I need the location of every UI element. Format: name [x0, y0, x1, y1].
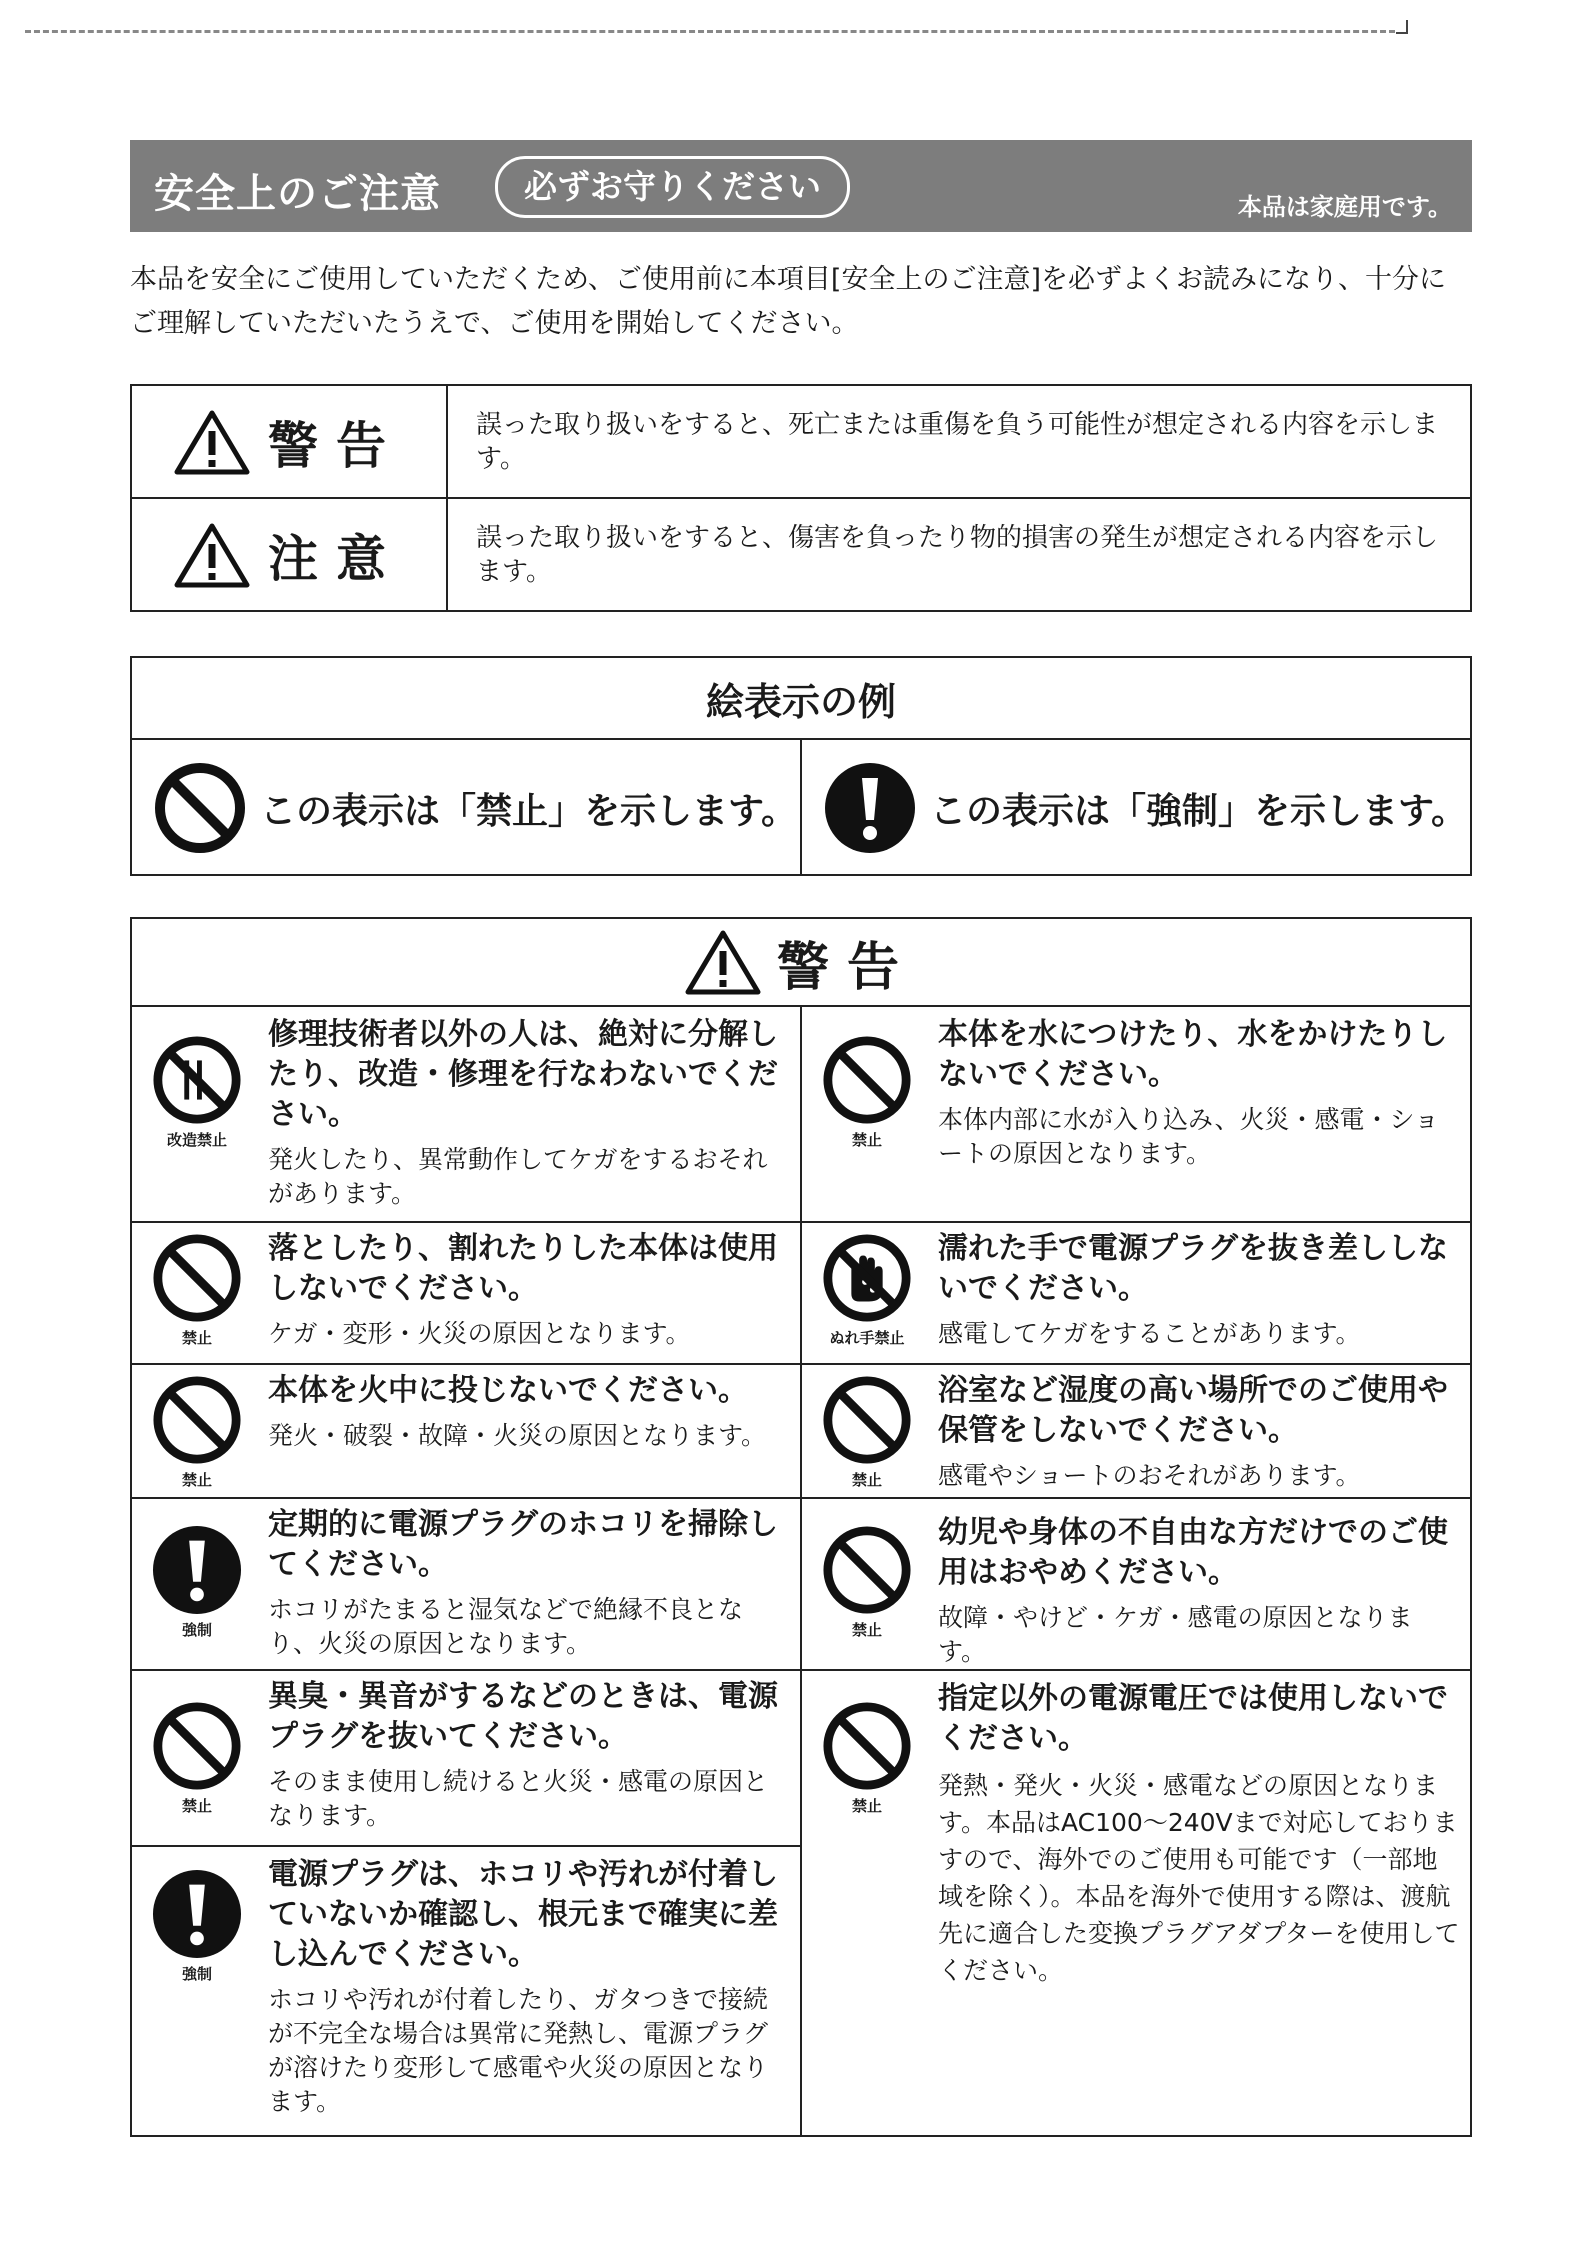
icon-caption: 禁止	[181, 1471, 212, 1489]
section-title-bar	[130, 140, 1472, 232]
no-wet-hands-icon	[822, 1233, 912, 1323]
icon-caption: 禁止	[851, 1471, 882, 1489]
warning-item	[132, 1845, 800, 2137]
must-follow-badge: 必ずお守りください	[495, 156, 850, 218]
caution-description: 誤った取り扱いをすると、傷害を負ったり物的損害の発生が想定される内容を示します。	[476, 522, 1439, 587]
warning-label-cell	[132, 386, 448, 497]
warnings-right-column	[800, 1007, 1470, 2137]
warning-item	[802, 1497, 1470, 1669]
signal-word-table	[130, 384, 1472, 612]
warning-body: 発火・破裂・故障・火災の原因となります。	[268, 1421, 767, 1450]
warning-title: 修理技術者以外の人は、絶対に分解したり、改造・修理を行なわないでください。	[268, 1017, 778, 1132]
warning-item	[802, 1363, 1470, 1497]
warning-triangle-icon	[174, 409, 250, 475]
warning-title: 濡れた手で電源プラグを抜き差ししないでください。	[938, 1231, 1448, 1306]
warning-body: ケガ・変形・火災の原因となります。	[268, 1319, 691, 1348]
warning-title: 浴室など湿度の高い場所でのご使用や保管をしないでください。	[938, 1373, 1448, 1448]
warning-title: 定期的に電源プラグのホコリを掃除してください。	[268, 1507, 778, 1582]
warnings-heading	[132, 919, 1470, 1007]
cut-line	[25, 30, 1395, 33]
pictogram-example-title: 絵表示の例	[132, 658, 1470, 740]
prohibit-icon	[822, 1525, 912, 1615]
icon-caption: 禁止	[181, 1797, 212, 1815]
mandatory-icon	[824, 762, 916, 854]
warning-title: 落としたり、割れたりした本体は使用しないでください。	[268, 1231, 778, 1306]
warning-body: ホコリがたまると湿気などで絶縁不良となり、火災の原因となります。	[268, 1595, 744, 1658]
warning-item	[802, 1007, 1470, 1221]
warning-body: 本体内部に水が入り込み、火災・感電・ショートの原因となります。	[938, 1105, 1440, 1168]
icon-caption: 禁止	[851, 1621, 882, 1639]
icon-caption: ぬれ手禁止	[829, 1329, 905, 1347]
warning-triangle-icon	[685, 929, 761, 995]
warning-title: 幼児や身体の不自由な方だけでのご使用はおやめください。	[938, 1515, 1448, 1590]
warning-item	[132, 1363, 800, 1497]
warning-item	[132, 1007, 800, 1221]
caution-triangle-icon	[174, 522, 250, 588]
mandatory-example	[800, 740, 1470, 876]
prohibit-icon	[154, 762, 246, 854]
warnings-section	[130, 917, 1472, 2137]
cut-corner-mark	[1396, 20, 1408, 34]
household-use-note: 本品は家庭用です。	[1237, 193, 1452, 221]
warning-body: 発火したり、異常動作してケガをするおそれがあります。	[268, 1145, 768, 1208]
icon-caption: 改造禁止	[166, 1131, 227, 1149]
caution-label: 注意	[268, 529, 404, 588]
pictogram-example-box	[130, 656, 1472, 876]
warning-body: 発熱・発火・火災・感電などの原因となります。本品はAC100〜240Vまで対応しておりますので、海外でのご使用も可能です（一部地域を除く）。本品を海外で使用する際は、渡航先に適合した変換プラグアダプターを使用してください。	[938, 1771, 1460, 1985]
icon-caption: 禁止	[851, 1797, 882, 1815]
warning-label: 警告	[268, 416, 404, 475]
warning-body: 感電してケガをすることがあります。	[938, 1319, 1361, 1348]
warning-item	[802, 1669, 1470, 2137]
prohibit-icon	[152, 1233, 242, 1323]
mandatory-icon	[152, 1869, 242, 1959]
warning-body: ホコリや汚れが付着したり、ガタつきで接続が不完全な場合は異常に発熱し、電源プラグが溶けたり変形して感電や火災の原因となります。	[268, 1985, 769, 2116]
page-title: 安全上のご注意	[154, 171, 441, 217]
warning-title: 本体を火中に投じないでください。	[268, 1373, 748, 1408]
no-modification-icon	[152, 1035, 242, 1125]
warning-item	[132, 1669, 800, 1845]
prohibit-example-text: この表示は「禁止」を示します。	[260, 790, 798, 832]
warning-item	[132, 1497, 800, 1669]
warning-body: 感電やショートのおそれがあります。	[938, 1461, 1361, 1490]
warnings-left-column	[132, 1007, 800, 2137]
warnings-heading-text: 警告	[776, 937, 917, 998]
icon-caption: 強制	[181, 1621, 212, 1639]
icon-caption: 禁止	[851, 1131, 882, 1149]
prohibit-icon	[822, 1035, 912, 1125]
caution-definition-row	[132, 497, 1470, 610]
warning-title: 電源プラグは、ホコリや汚れが付着していないか確認し、根元まで確実に差し込んでください。	[268, 1857, 778, 1972]
warning-item	[132, 1221, 800, 1363]
caution-label-cell	[132, 499, 448, 610]
prohibit-example	[132, 740, 800, 876]
warning-description: 誤った取り扱いをすると、死亡または重傷を負う可能性が想定される内容を示します。	[476, 409, 1439, 474]
mandatory-example-text: この表示は「強制」を示します。	[930, 790, 1468, 832]
icon-caption: 禁止	[181, 1329, 212, 1347]
icon-caption: 強制	[181, 1965, 212, 1983]
prohibit-icon	[822, 1375, 912, 1465]
warning-body: 故障・やけど・ケガ・感電の原因となります。	[938, 1603, 1413, 1666]
warning-title: 指定以外の電源電圧では使用しないでください。	[938, 1681, 1448, 1756]
mandatory-icon	[152, 1525, 242, 1615]
prohibit-icon	[822, 1701, 912, 1791]
warning-title: 異臭・異音がするなどのときは、電源プラグを抜いてください。	[268, 1679, 778, 1754]
warning-item	[802, 1221, 1470, 1363]
prohibit-icon	[152, 1701, 242, 1791]
warning-body: そのまま使用し続けると火災・感電の原因となります。	[268, 1767, 769, 1830]
intro-paragraph: 本品を安全にご使用していただくため、ご使用前に本項目[安全上のご注意]を必ずよくお読みになり、十分にご理解していただいたうえで、ご使用を開始してください。	[130, 264, 1446, 339]
warning-title: 本体を水につけたり、水をかけたりしないでください。	[938, 1017, 1448, 1092]
warning-definition-row	[132, 386, 1470, 497]
prohibit-icon	[152, 1375, 242, 1465]
